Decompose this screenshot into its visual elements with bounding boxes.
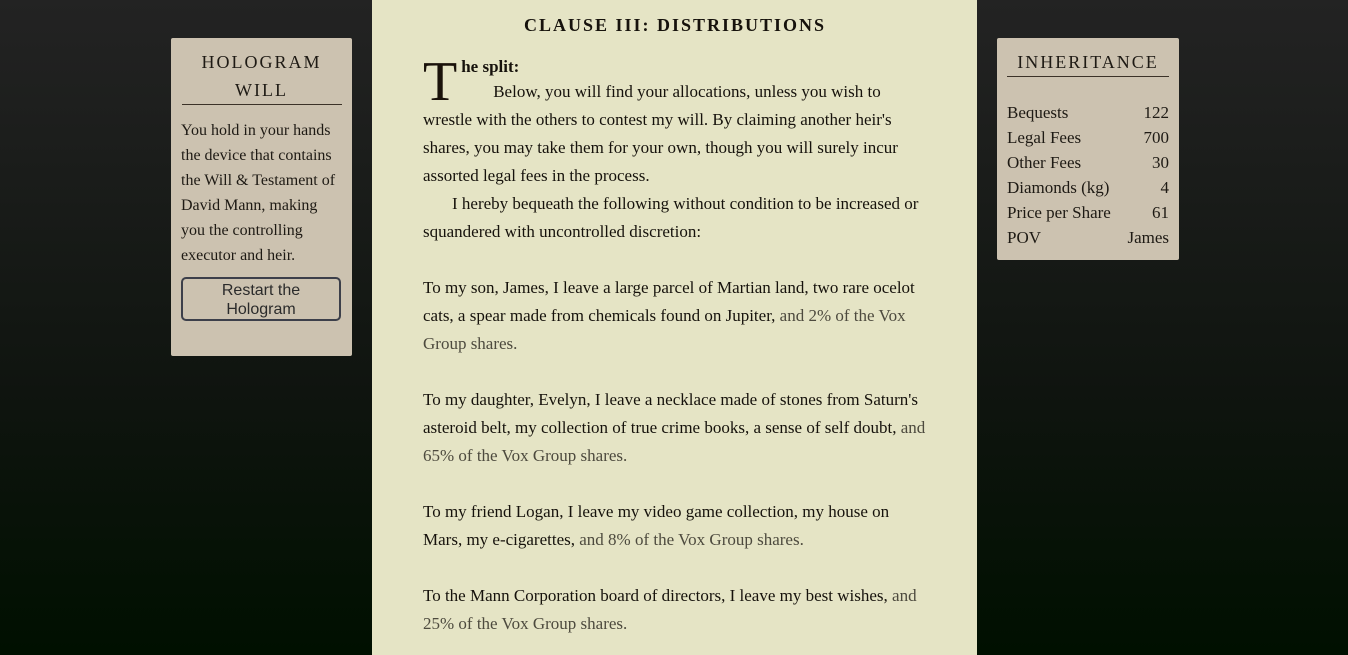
bequest-text: To my son, James, I leave a large parcel of Martian land, two rare ocelot cats, a spear made from chemicals found on Jupiter,	[423, 278, 915, 325]
restart-hologram-button[interactable]: Restart the Hologram	[181, 277, 341, 321]
hologram-will-title: HOLOGRAM WILL	[182, 48, 342, 105]
bequeath-paragraph: I hereby bequeath the following without condition to be increased or squandered with uncontrolled discretion:	[423, 194, 919, 241]
stat-label: Bequests	[1007, 103, 1069, 122]
stat-value: 700	[1143, 128, 1169, 147]
stat-bequests	[1007, 100, 1169, 125]
inheritance-panel	[997, 38, 1179, 260]
bequest-logan	[423, 498, 927, 554]
bequest-shares: and 2% of the Vox Group shares.	[423, 306, 906, 353]
clause-title: CLAUSE III: DISTRIBUTIONS	[523, 15, 827, 35]
intro-paragraph: Below, you will find your allocations, unless you wish to wrestle with the others to contest my will. By claiming another heir's shares, you may take them for your own, though you will surely incur assorted legal fees in the process.	[423, 82, 898, 185]
stat-label: POV	[1007, 228, 1042, 247]
stat-value: 61	[1152, 203, 1169, 222]
stat-label: Diamonds (kg)	[1007, 178, 1110, 197]
stat-label: Price per Share	[1007, 203, 1111, 222]
bequest-evelyn	[423, 386, 927, 470]
stat-price-per-share	[1007, 200, 1169, 225]
bequest-text: To my daughter, Evelyn, I leave a necklace made of stones from Saturn's asteroid belt, my collection of true crime books, a sense of self doubt,	[423, 390, 918, 437]
will-document	[372, 0, 977, 655]
stat-other-fees	[1007, 150, 1169, 175]
bequest-shares: and 25% of the Vox Group shares.	[423, 586, 917, 633]
bequest-shares: and 65% of the Vox Group shares.	[423, 418, 926, 465]
stat-value: 30	[1152, 153, 1169, 172]
stat-label: Legal Fees	[1007, 128, 1082, 147]
dropcap-letter: T	[423, 51, 458, 113]
stat-pov	[1007, 225, 1169, 250]
bequest-james	[423, 274, 927, 358]
bequest-text: To my friend Logan, I leave my video game collection, my house on Mars, my e-cigarettes,	[423, 502, 890, 549]
will-passage	[423, 51, 927, 638]
stat-value: 122	[1143, 103, 1169, 122]
stat-legal-fees	[1007, 125, 1169, 150]
split-heading: he split:	[461, 57, 520, 76]
stat-value: 4	[1160, 178, 1169, 197]
hologram-will-panel	[171, 38, 352, 356]
stat-label: Other Fees	[1007, 153, 1082, 172]
bequest-shares: and 8% of the Vox Group shares.	[575, 530, 804, 549]
stat-value: James	[1127, 228, 1169, 247]
stat-diamonds	[1007, 175, 1169, 200]
inheritance-stats	[1007, 100, 1169, 250]
bequest-board	[423, 582, 927, 638]
hologram-will-description: You hold in your hands the device that contains the Will & Testament of David Mann, making you the controlling executor and heir.	[181, 122, 336, 264]
inheritance-title: INHERITANCE	[1007, 48, 1169, 77]
bequest-text: To the Mann Corporation board of directors, I leave my best wishes,	[423, 586, 888, 605]
